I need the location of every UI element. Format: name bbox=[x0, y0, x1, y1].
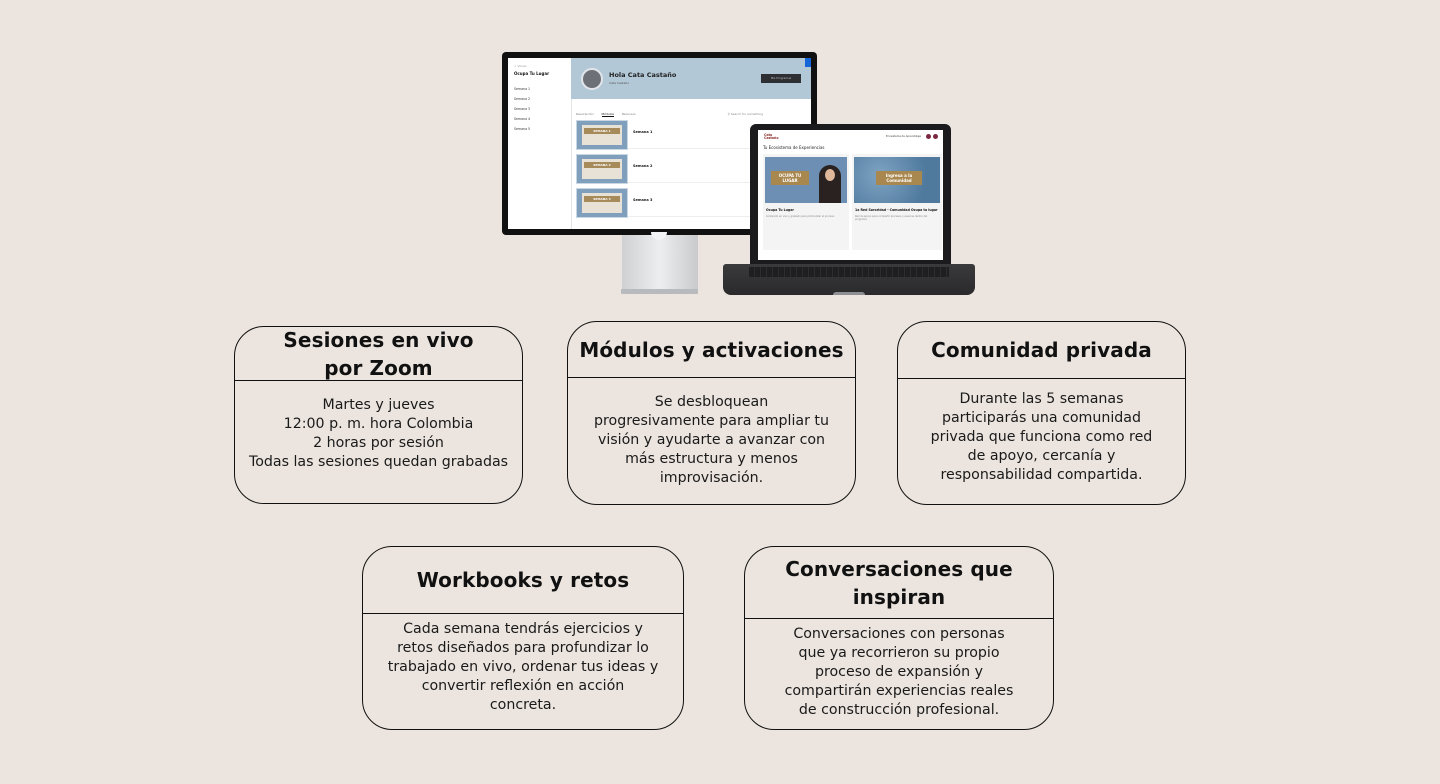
sidebar-item-week-3[interactable]: Semana 3 bbox=[514, 107, 531, 111]
program-badge: OCUPA TU LUGAR bbox=[771, 171, 809, 185]
community-card-image bbox=[854, 157, 940, 203]
sidebar-item-week-4[interactable]: Semana 4 bbox=[514, 117, 531, 121]
module-thumbnail bbox=[576, 120, 628, 150]
feature-title: Workbooks y retos bbox=[363, 547, 683, 614]
course-name: Ocupa Tu Lugar bbox=[514, 71, 550, 76]
back-link[interactable]: < Volver bbox=[514, 64, 527, 68]
search-placeholder: Search for something bbox=[730, 112, 763, 116]
program-card-text: Contenido en vivo y grabado para profundizar el proceso. bbox=[766, 215, 835, 218]
module-badge: SEMANA 2 bbox=[584, 162, 620, 168]
feature-card-zoom-sessions bbox=[234, 326, 523, 504]
feature-body: Conversaciones con personas que ya recorrieron su propio proceso de expansión y compartirán experiencias reales de construcción profesional. bbox=[784, 626, 1014, 718]
community-card[interactable] bbox=[852, 154, 942, 250]
course-sidebar bbox=[508, 58, 572, 229]
community-card-title: 1a Red Sororidad - Comunidad Ocupa tu lugar bbox=[855, 208, 938, 212]
greeting: Hola Cata Castaño bbox=[609, 71, 677, 79]
my-programs-button[interactable]: Mis Programas bbox=[761, 74, 801, 83]
profile-header bbox=[571, 58, 811, 99]
feature-card-conversations bbox=[744, 546, 1054, 730]
person-face bbox=[825, 169, 835, 181]
user-icon[interactable] bbox=[926, 134, 931, 139]
feature-title: Sesiones en vivo por Zoom bbox=[235, 327, 522, 381]
module-title: Semana 1 bbox=[633, 130, 653, 134]
module-title: Semana 2 bbox=[633, 164, 653, 168]
module-thumbnail bbox=[576, 188, 628, 218]
tab-description[interactable]: Descripción bbox=[576, 112, 594, 116]
sidebar-item-week-2[interactable]: Semana 2 bbox=[514, 97, 531, 101]
module-badge: SEMANA 3 bbox=[584, 196, 620, 202]
feature-body: Cada semana tendrás ejercicios y retos diseñados para profundizar lo trabajado en vivo, ordenar tus ideas y convertir reflexión en acción concreta. bbox=[387, 621, 659, 713]
laptop-keyboard bbox=[723, 264, 975, 295]
avatar[interactable] bbox=[933, 134, 938, 139]
program-card-image bbox=[765, 157, 847, 203]
module-badge: SEMANA 1 bbox=[584, 128, 620, 134]
program-card[interactable] bbox=[763, 154, 849, 250]
feature-body: Martes y jueves 12:00 p. m. hora Colombia 2 horas por sesión Todas las sesiones quedan grabadas bbox=[248, 397, 509, 470]
brand-logo: Cata Castaño bbox=[764, 133, 779, 141]
profile-subtext: Cata Castaño bbox=[609, 81, 630, 85]
community-badge: Ingresa a la Comunidad bbox=[876, 171, 922, 185]
feature-card-modules bbox=[567, 321, 856, 505]
program-card-title: Ocupa Tu Lugar bbox=[766, 208, 794, 212]
sidebar-item-week-5[interactable]: Semana 5 bbox=[514, 127, 531, 131]
sidebar-item-week-1[interactable]: Semana 1 bbox=[514, 87, 531, 91]
accent-tab bbox=[805, 58, 811, 67]
laptop bbox=[750, 124, 951, 264]
laptop-notch bbox=[833, 292, 865, 295]
tab-modules[interactable]: Módulos bbox=[601, 112, 614, 116]
search-input[interactable] bbox=[728, 112, 763, 116]
page-title: Tu Ecosistema de Experiencias bbox=[763, 145, 825, 150]
course-tabs bbox=[576, 112, 643, 116]
feature-body: Se desbloquean progresivamente para ampliar tu visión y ayudarte a avanzar con más estructura y menos improvisación. bbox=[594, 394, 829, 486]
feature-card-workbooks bbox=[362, 546, 684, 730]
feature-body: Durante las 5 semanas participarás una comunidad privada que funciona como red de apoyo, cercanía y responsabilidad compartida. bbox=[930, 391, 1153, 483]
community-card-text: Red de apoyo para compartir procesos y avances dentro del programa. bbox=[855, 215, 928, 222]
feature-title: Conversaciones que inspiran bbox=[745, 547, 1053, 619]
monitor-stand-base bbox=[621, 289, 698, 294]
search-icon: ⚲ bbox=[727, 112, 731, 116]
feature-card-community bbox=[897, 321, 1186, 505]
laptop-screen bbox=[758, 130, 943, 260]
laptop-nav[interactable]: Ecosistema de Aprendizaje bbox=[886, 135, 921, 138]
module-thumbnail bbox=[576, 154, 628, 184]
avatar bbox=[581, 68, 603, 90]
keyboard-keys bbox=[749, 267, 949, 277]
feature-title: Módulos y activaciones bbox=[568, 322, 855, 378]
tab-resources[interactable]: Recursos bbox=[621, 112, 636, 116]
feature-title: Comunidad privada bbox=[898, 322, 1185, 379]
monitor-stand bbox=[622, 235, 698, 290]
module-title: Semana 3 bbox=[633, 198, 653, 202]
